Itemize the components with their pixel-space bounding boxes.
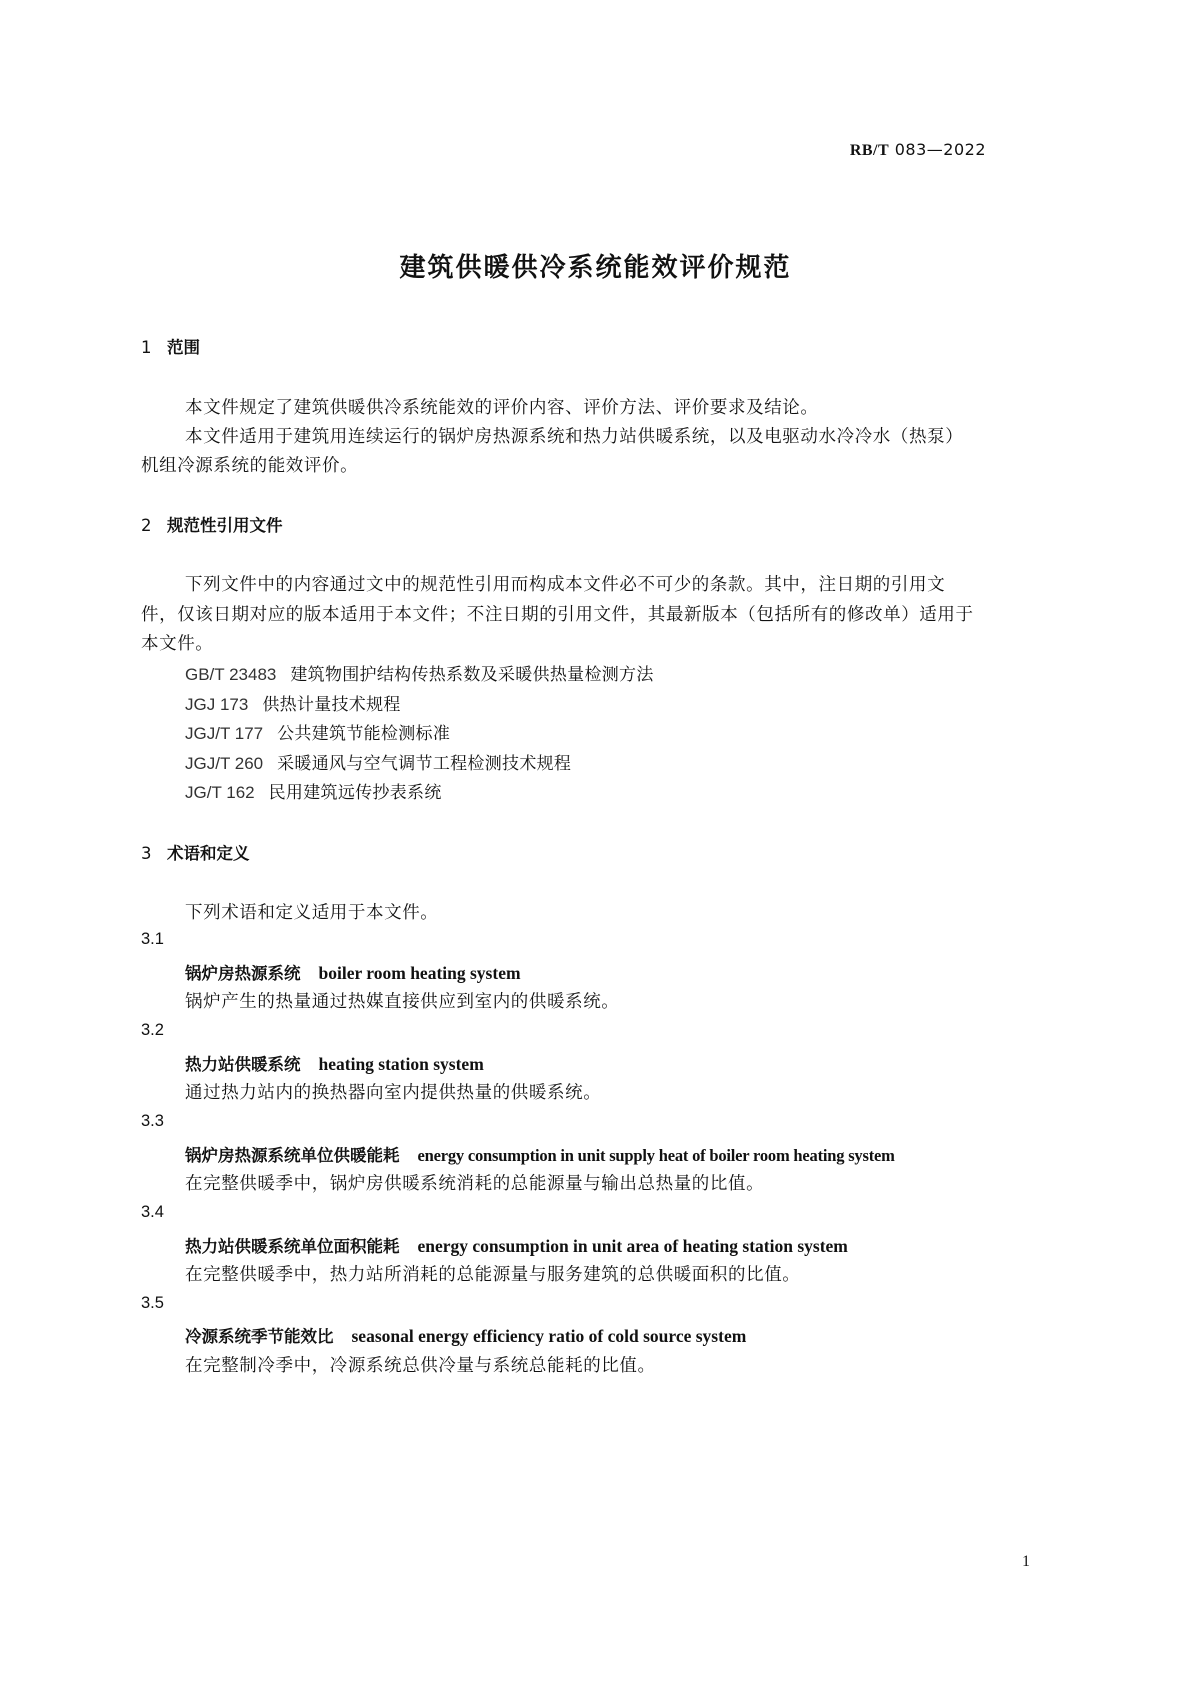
term-heading <box>185 1233 848 1257</box>
section-2-heading <box>141 512 283 536</box>
reference-item <box>185 660 654 685</box>
section-number: 2 <box>141 516 152 535</box>
term-number: 3.4 <box>141 1203 164 1221</box>
term-definition: 通过热力站内的换热器向室内提供热量的供暖系统。 <box>185 1083 602 1103</box>
section-1-heading <box>141 334 200 358</box>
document-code <box>850 140 986 160</box>
reference-code: GB/T 23483 <box>185 665 277 684</box>
document-title: 建筑供暖供冷系统能效评价规范 <box>399 253 792 283</box>
reference-title: 公共建筑节能检测标准 <box>277 724 451 744</box>
section-number: 1 <box>141 338 152 357</box>
reference-item <box>185 778 442 803</box>
code-prefix: RB/T <box>849 142 890 159</box>
references-intro-line-1: 下列文件中的内容通过文中的规范性引用而构成本文件必不可少的条款。其中，注日期的引用文 <box>185 575 946 595</box>
term-zh: 锅炉房热源系统 <box>185 964 301 983</box>
reference-title: 采暖通风与空气调节工程检测技术规程 <box>277 754 572 774</box>
page-number: 1 <box>1022 1553 1030 1570</box>
term-number: 3.3 <box>141 1112 164 1130</box>
section-title: 术语和定义 <box>167 844 250 863</box>
scope-paragraph-1: 本文件规定了建筑供暖供冷系统能效的评价内容、评价方法、评价要求及结论。 <box>185 398 819 418</box>
reference-code: JG/T 162 <box>185 783 255 802</box>
term-definition: 在完整制冷季中，冷源系统总供冷量与系统总能耗的比值。 <box>185 1356 656 1376</box>
section-3-heading <box>141 840 250 864</box>
term-heading <box>185 1051 484 1075</box>
term-zh: 热力站供暖系统 <box>185 1055 301 1074</box>
term-definition: 在完整供暖季中，热力站所消耗的总能源量与服务建筑的总供暖面积的比值。 <box>185 1265 801 1285</box>
reference-item <box>185 690 401 715</box>
reference-title: 建筑物围护结构传热系数及采暖供热量检测方法 <box>290 665 654 685</box>
references-intro-line-3: 本文件。 <box>141 634 214 654</box>
reference-code: JGJ/T 260 <box>185 754 264 773</box>
reference-title: 民用建筑远传抄表系统 <box>268 783 442 803</box>
term-en: seasonal energy efficiency ratio of cold source system <box>351 1326 747 1346</box>
term-zh: 锅炉房热源系统单位供暖能耗 <box>185 1146 400 1165</box>
term-number: 3.5 <box>141 1294 164 1312</box>
term-definition: 锅炉产生的热量通过热媒直接供应到室内的供暖系统。 <box>185 992 620 1012</box>
scope-paragraph-2-line-1: 本文件适用于建筑用连续运行的锅炉房热源系统和热力站供暖系统，以及电驱动水冷冷水（热泵） <box>185 427 964 447</box>
reference-code: JGJ 173 <box>185 695 249 714</box>
scope-paragraph-2-line-2: 机组冷源系统的能效评价。 <box>141 456 359 476</box>
term-en: energy consumption in unit supply heat of boiler room heating system <box>417 1146 895 1165</box>
section-number: 3 <box>141 844 152 863</box>
reference-title: 供热计量技术规程 <box>262 695 401 715</box>
term-en: boiler room heating system <box>318 963 521 983</box>
section-title: 规范性引用文件 <box>167 516 283 535</box>
term-number: 3.1 <box>141 930 164 948</box>
term-heading <box>185 1323 746 1347</box>
references-intro-line-2: 件，仅该日期对应的版本适用于本文件；不注日期的引用文件，其最新版本（包括所有的修改单）适用于 <box>141 605 974 625</box>
reference-item <box>185 749 571 774</box>
term-heading <box>185 1142 895 1166</box>
reference-item <box>185 719 450 744</box>
term-en: energy consumption in unit area of heating station system <box>417 1236 848 1256</box>
term-number: 3.2 <box>141 1021 164 1039</box>
section-title: 范围 <box>167 338 200 357</box>
terms-intro: 下列术语和定义适用于本文件。 <box>185 903 439 923</box>
term-en: heating station system <box>318 1054 484 1074</box>
code-number: 083—2022 <box>889 140 986 159</box>
term-zh: 热力站供暖系统单位面积能耗 <box>185 1237 400 1256</box>
reference-code: JGJ/T 177 <box>185 724 264 743</box>
term-zh: 冷源系统季节能效比 <box>185 1327 334 1346</box>
term-definition: 在完整供暖季中，锅炉房供暖系统消耗的总能源量与输出总热量的比值。 <box>185 1174 765 1194</box>
term-heading <box>185 960 521 984</box>
